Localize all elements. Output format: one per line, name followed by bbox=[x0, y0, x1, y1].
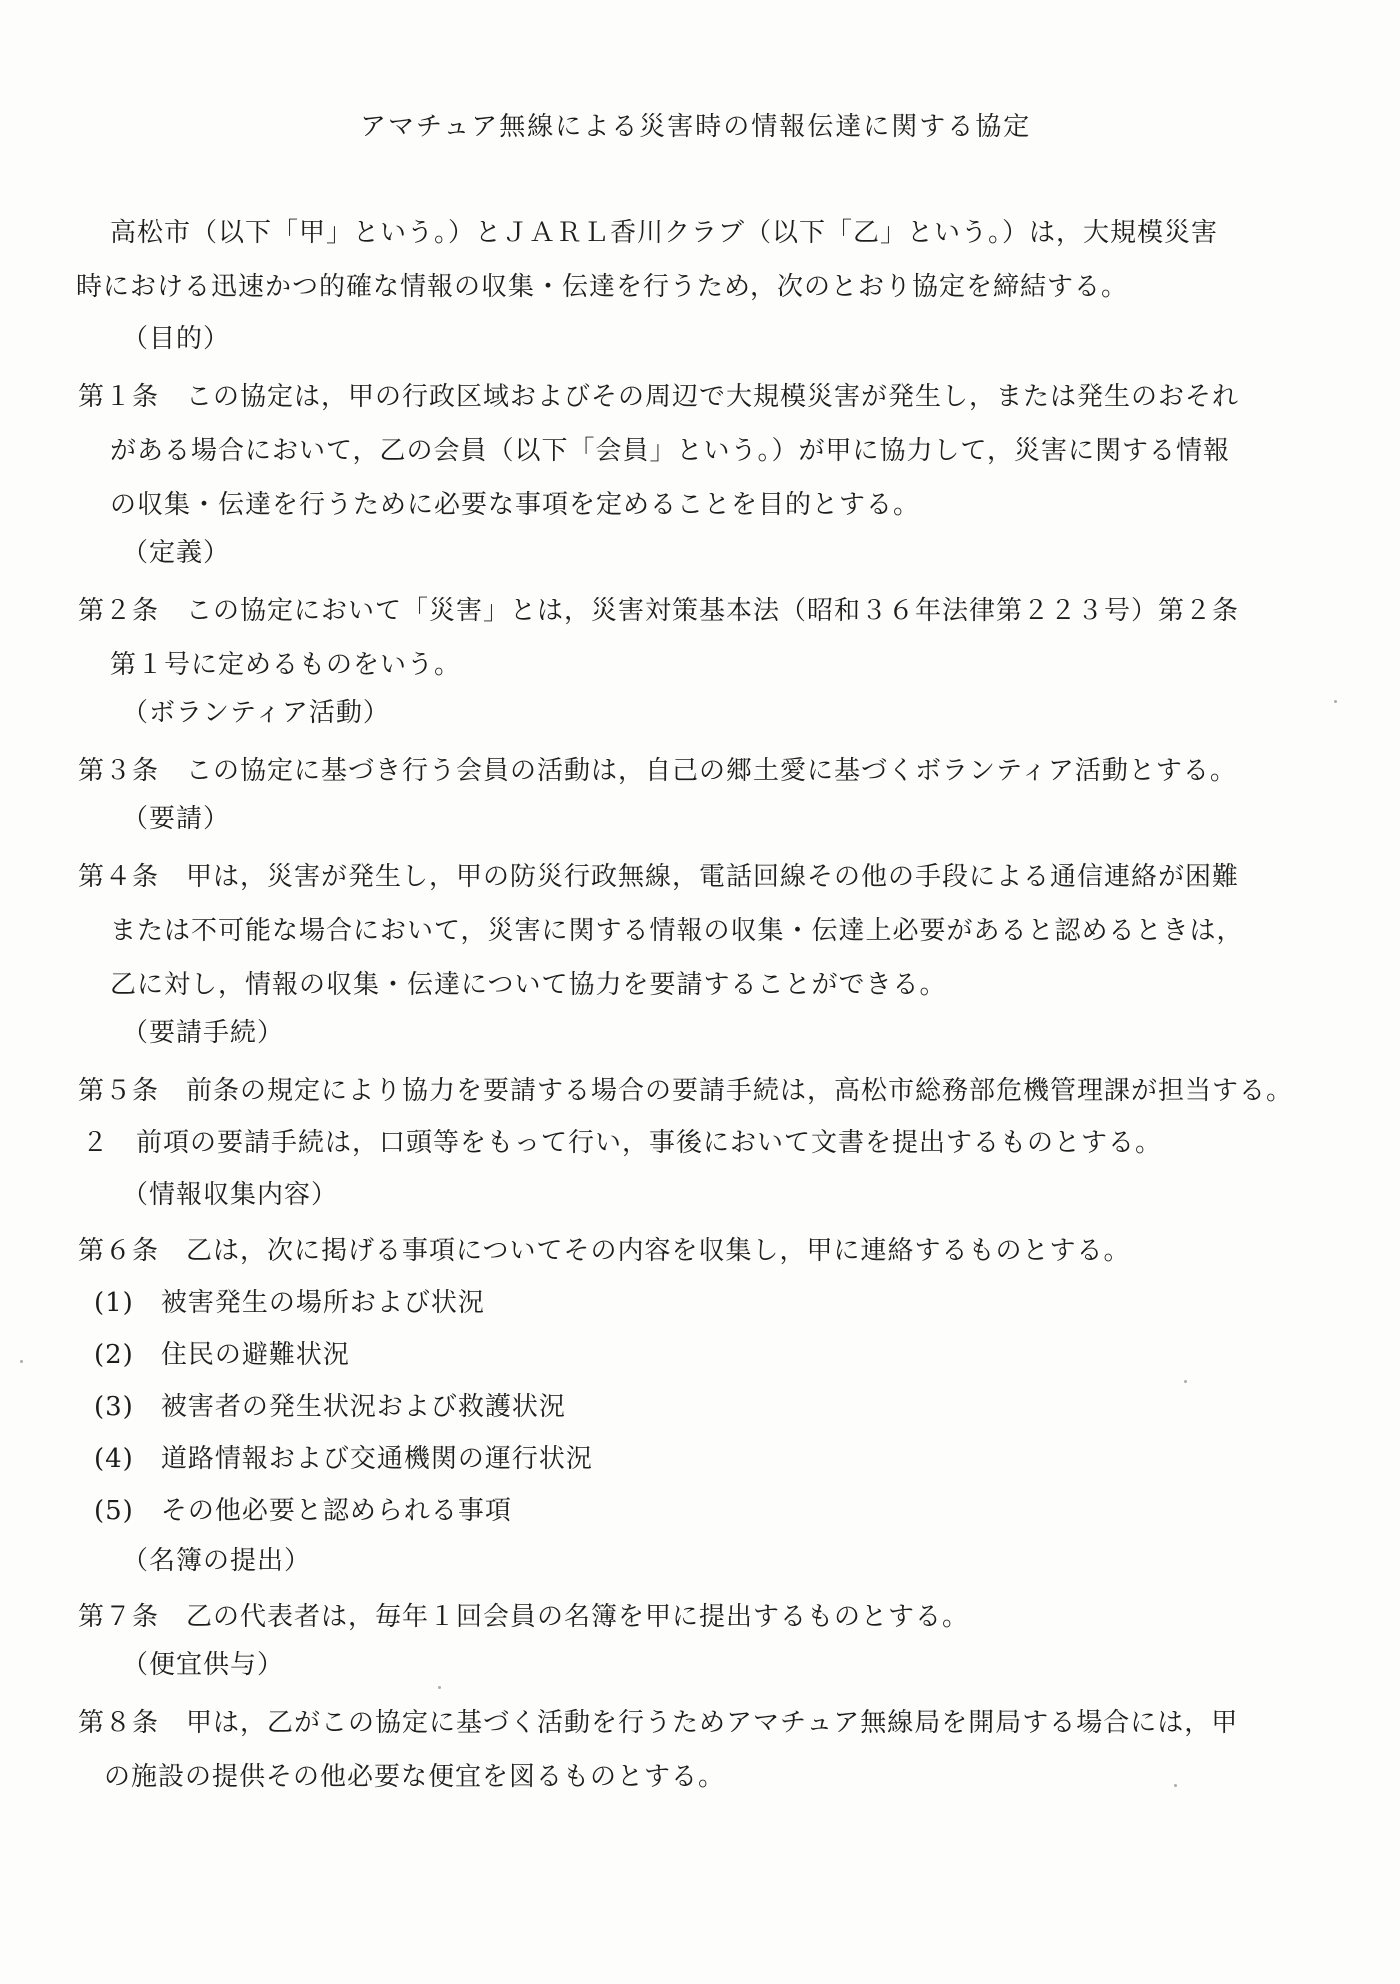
article-1-heading: （目的） bbox=[122, 324, 231, 354]
article-5-line-2: ２ 前項の要請手続は，口頭等をもって行い，事後において文書を提出するものとする。 bbox=[82, 1128, 1163, 1158]
article-4-heading: （要請） bbox=[122, 804, 231, 834]
preamble-line-1: 高松市（以下「甲」という。）とＪＡＲＬ香川クラブ（以下「乙」という。）は，大規模災害 bbox=[110, 218, 1219, 248]
article-6-line-1: 第６条 乙は，次に掲げる事項についてその内容を収集し，甲に連絡するものとする。 bbox=[78, 1236, 1131, 1266]
article-4-line-1: 第４条 甲は，災害が発生し，甲の防災行政無線，電話回線その他の手段による通信連絡が困難 bbox=[78, 862, 1240, 892]
article-2-line-2: 第１号に定めるものをいう。 bbox=[110, 650, 462, 680]
article-4-line-3: 乙に対し，情報の収集・伝達について協力を要請することができる。 bbox=[110, 970, 947, 1000]
article-6-heading: （情報収集内容） bbox=[122, 1180, 339, 1210]
scan-speck bbox=[1334, 700, 1337, 703]
article-6-item-4: (4) 道路情報および交通機関の運行状況 bbox=[94, 1444, 593, 1474]
article-8-line-1: 第８条 甲は，乙がこの協定に基づく活動を行うためアマチュア無線局を開局する場合には，甲 bbox=[78, 1708, 1239, 1738]
preamble-line-2: 時における迅速かつ的確な情報の収集・伝達を行うため，次のとおり協定を締結する。 bbox=[76, 272, 1128, 302]
scan-speck bbox=[20, 1360, 23, 1363]
scan-speck bbox=[438, 1686, 441, 1689]
article-5-line-1: 第５条 前条の規定により協力を要請する場合の要請手続は，高松市総務部危機管理課が担当する。 bbox=[78, 1076, 1294, 1106]
article-2-line-1: 第２条 この協定において「災害」とは，災害対策基本法（昭和３６年法律第２２３号）第２条 bbox=[78, 596, 1240, 626]
article-1-line-1: 第１条 この協定は，甲の行政区域およびその周辺で大規模災害が発生し，または発生のおそれ bbox=[78, 382, 1240, 412]
article-6-item-5: (5) その他必要と認められる事項 bbox=[94, 1496, 512, 1526]
document-title: アマチュア無線による災害時の情報伝達に関する協定 bbox=[360, 112, 1032, 142]
article-6-item-2: (2) 住民の避難状況 bbox=[94, 1340, 350, 1370]
article-5-heading: （要請手続） bbox=[122, 1018, 285, 1048]
article-4-line-2: または不可能な場合において，災害に関する情報の収集・伝達上必要があると認めるときは， bbox=[110, 916, 1244, 946]
article-3-line-1: 第３条 この協定に基づき行う会員の活動は，自己の郷土愛に基づくボランティア活動とする。 bbox=[78, 756, 1237, 786]
scan-speck bbox=[1184, 1380, 1187, 1383]
article-8-heading: （便宜供与） bbox=[122, 1650, 285, 1680]
scan-speck bbox=[1174, 1784, 1177, 1787]
article-7-line-1: 第７条 乙の代表者は，毎年１回会員の名簿を甲に提出するものとする。 bbox=[78, 1602, 970, 1632]
article-1-line-3: の収集・伝達を行うために必要な事項を定めることを目的とする。 bbox=[110, 490, 921, 520]
article-1-line-2: がある場合において，乙の会員（以下「会員」という。）が甲に協力して，災害に関する情報 bbox=[110, 436, 1230, 466]
article-6-item-1: (1) 被害発生の場所および状況 bbox=[94, 1288, 485, 1318]
article-8-line-2: の施設の提供その他必要な便宜を図るものとする。 bbox=[104, 1762, 726, 1792]
article-3-heading: （ボランティア活動） bbox=[122, 698, 390, 728]
article-6-item-3: (3) 被害者の発生状況および救護状況 bbox=[94, 1392, 566, 1422]
article-2-heading: （定義） bbox=[122, 538, 231, 568]
article-7-heading: （名簿の提出） bbox=[122, 1546, 312, 1576]
